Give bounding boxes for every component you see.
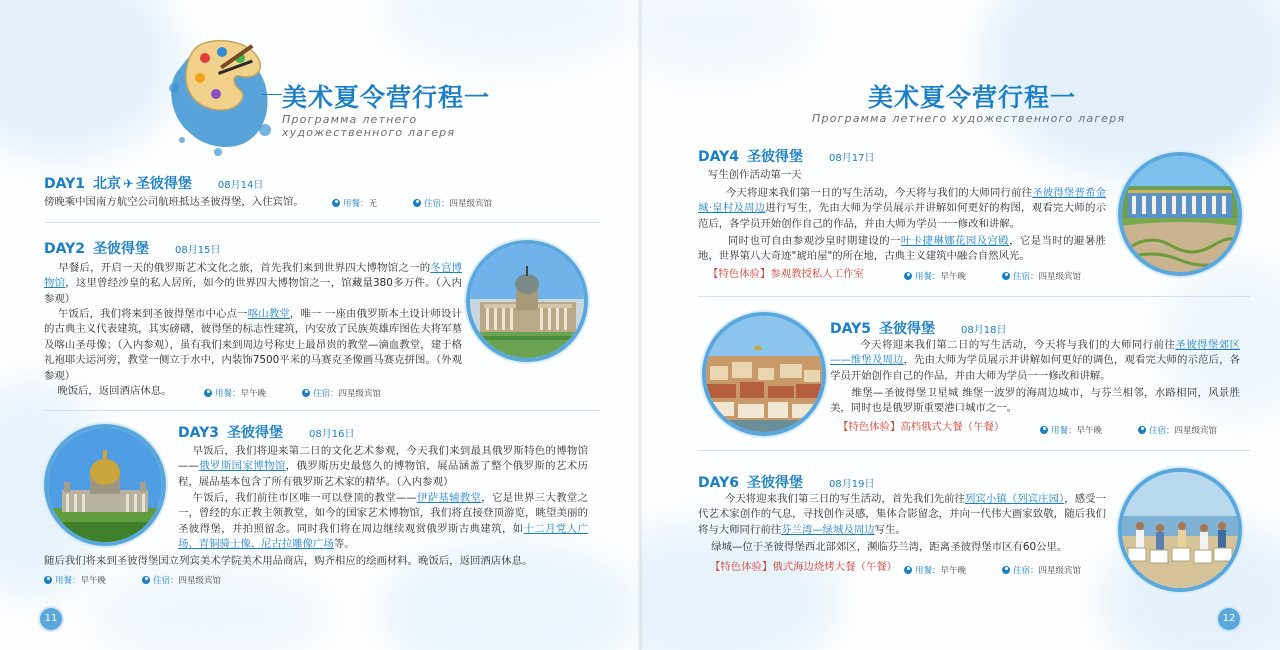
day6-header: [698, 472, 874, 492]
isaac-cathedral-link[interactable]: 伊萨基辅教堂: [416, 492, 482, 504]
hotel-icon: [413, 199, 421, 207]
hotel-icon: [1138, 426, 1146, 434]
right-page: [640, 0, 1280, 650]
day6-special: 【特色体验】俄式海边烧烤大餐（午餐）: [710, 561, 898, 573]
day-date: 08月19日: [829, 479, 875, 490]
day3-paragraph-1: 早饭后，我们将迎来第二日的文化艺术参观，今天我们来到最具俄罗斯特色的博物馆——俄罗斯国家博物馆，俄罗斯历史最悠久的博物馆，展品涵盖了整个俄罗斯的艺术历程，展品基本包含了所有俄罗斯艺术家的精华。（入内参观）: [178, 445, 589, 488]
students-painting-photo: [1118, 468, 1242, 592]
day4-paragraph-1: 今天将迎来我们第一日的写生活动，今天将与我们的大师同行前往圣彼得堡普希金城·皇村及周边进行写生，先由大师为学员展示并讲解如何更好的构图，观看完大师的示范后，各学员开始创作自己的作品，并由大师为学员一一修改和讲解。: [698, 187, 1106, 230]
catherine-palace-link[interactable]: 叶卡捷琳娜花园及宫殿: [900, 235, 1010, 247]
day1-text: 傍晚乘中国南方航空公司航班抵达圣彼得堡，入住宾馆。: [44, 196, 304, 208]
pushkin-tsarskoye-link[interactable]: 圣彼得堡普希金城·皇村及周边: [698, 187, 1106, 215]
day6-paragraph-2: 绿城—位于圣彼得堡西北部郊区，濒临芬兰湾，距离圣彼得堡市区有60公里。: [711, 541, 1068, 553]
day-city: 圣彼得堡: [879, 321, 935, 337]
isaac-cathedral-photo: [44, 424, 166, 546]
day3-meta: 用餐： 早午晚 住宿： 四星级宾馆: [44, 574, 221, 586]
day5-paragraph-1: 今天将迎来我们第二日的写生活动，今天将与我们的大师同行前往圣彼得堡郊区——维堡及周边，先由大师为学员展示并讲解如何更好的调色，观看完大师的示范后，各学员开始创作自己的作品，并由大师为学员一一修改和讲解。: [830, 339, 1241, 382]
repino-link[interactable]: 列宾小镇（列宾庄园）: [965, 493, 1065, 505]
day2-paragraph-3: 晚饭后，返回酒店休息。: [57, 385, 172, 397]
title-rule: [262, 94, 282, 95]
day-city: 圣彼得堡: [747, 475, 803, 491]
section-divider: [44, 222, 600, 223]
page-number: 12: [1218, 608, 1240, 630]
day-number: DAY2: [44, 241, 85, 257]
day-number: DAY1: [44, 176, 85, 192]
kazan-cathedral-photo: [466, 240, 588, 362]
page-title: 美术夏令营行程一: [868, 83, 1077, 112]
day-city: 圣彼得堡: [135, 176, 192, 192]
russian-museum-link[interactable]: 俄罗斯国家博物馆: [198, 460, 286, 473]
day-date: 08月16日: [309, 429, 355, 440]
museum-link[interactable]: 冬宫博物馆: [44, 262, 463, 290]
hotel-icon: [1002, 566, 1010, 574]
page-subtitle-line1: Программа летнего: [282, 113, 418, 126]
day2-paragraph-1: 早餐后，开启一天的俄罗斯艺术文化之旅，首先我们来到世界四大博物馆之一的冬宫博物馆，这里曾经沙皇的私人居所，如今的世界四大博物馆之一，馆藏量380多万件。（入内参观）: [44, 262, 463, 305]
meal-icon: [332, 199, 340, 207]
day5-special: 【特色体验】高档俄式大餐（午餐）: [838, 421, 1005, 433]
day3-paragraph-3: 随后我们将来到圣彼得堡国立列宾美术学院美术用品商店，购齐相应的绘画材料。晚饭后，返回酒店休息。: [44, 555, 533, 567]
section-divider: [698, 450, 1250, 451]
vyborg-link[interactable]: 圣彼得堡郊区——维堡及周边: [830, 339, 1240, 367]
gulf-of-finland-link[interactable]: 芬兰湾—绿城及周边: [781, 523, 875, 536]
day1-header: [44, 173, 263, 193]
day-number: DAY6: [698, 475, 739, 491]
day-number: DAY5: [830, 321, 871, 337]
kazan-cathedral-link[interactable]: 喀山教堂: [247, 308, 290, 320]
day5-header: [830, 318, 1006, 338]
hotel-icon: [302, 389, 310, 397]
section-divider: [698, 296, 1250, 297]
meal-icon: [904, 566, 912, 574]
page-subtitle: Программа летнего художественного лагеря: [812, 112, 1126, 125]
day-city: 圣彼得堡: [227, 425, 283, 441]
day5-meta: 用餐： 早午晚 住宿： 四星级宾馆: [1040, 424, 1217, 436]
day-date: 08月17日: [829, 153, 875, 164]
meal-icon: [44, 576, 52, 584]
day5-paragraph-2: 维堡—圣彼得堡卫星城 维堡一波罗的海周边城市，与芬兰相邻，水路相同，风景胜美，同时也是俄罗斯重要港口城市之一。: [830, 387, 1240, 415]
day-city-from: 北京: [93, 176, 121, 192]
day-date: 08月15日: [175, 245, 221, 256]
day-number: DAY3: [178, 425, 219, 441]
meal-icon: [204, 389, 212, 397]
day3-header: [178, 422, 354, 442]
palette-icon: [160, 28, 278, 158]
hotel-icon: [142, 576, 150, 584]
page-number: 11: [40, 608, 62, 630]
plane-icon: ✈: [123, 177, 134, 192]
day4-header: [698, 146, 874, 166]
decembrist-square-link[interactable]: 十二月党人广场、青铜骑士像、尼古拉雕像广场: [178, 522, 589, 551]
day-date: 08月18日: [961, 325, 1007, 336]
day2-header: [44, 238, 220, 258]
day4-meta: 用餐： 早午晚 住宿： 四星级宾馆: [904, 270, 1081, 282]
section-divider: [44, 410, 600, 411]
day-city: 圣彼得堡: [747, 149, 803, 165]
meal-icon: [1040, 426, 1048, 434]
day-city: 圣彼得堡: [93, 241, 149, 257]
hotel-icon: [1002, 272, 1010, 280]
page-title: 美术夏令营行程一: [282, 83, 491, 112]
day6-paragraph-1: 今天将迎来我们第三日的写生活动，首先我们先前往列宾小镇（列宾庄园），感受一代艺术家创作的气息，寻找创作灵感，集体合影留念，并向一代伟大画家致敬，随后我们将与大师同行前往芬兰湾—绿城及周边写生。: [698, 493, 1106, 536]
page-subtitle-line2: художественного лагеря: [282, 126, 456, 139]
page-fold: [637, 0, 643, 650]
day4-topic: 写生创作活动第一天: [708, 169, 802, 181]
day-number: DAY4: [698, 149, 739, 165]
day4-paragraph-2: 同时也可自由参观沙皇时期建设的一叶卡捷琳娜花园及宫殿，它是当时的避暑胜地，世界第八大奇迹"琥珀屋"的所在地，古典主义建筑中融合自然风光。: [698, 235, 1107, 263]
day-date: 08月14日: [217, 180, 264, 191]
day6-meta: 用餐： 早午晚 住宿： 四星级宾馆: [904, 564, 1081, 576]
day3-paragraph-2: 午饭后，我们前往市区唯一可以登顶的教堂——伊萨基辅教堂，它是世界三大教堂之一，曾经的东正教主领教堂，如今的国家艺术博物馆，我们将直接登顶游览，眺望美丽的圣彼得堡，并拍照留念。同时我们将在周边继续观赏俄罗斯古典建筑，如十二月党人广场、青铜骑士像、尼古拉雕像广场等。: [178, 492, 589, 551]
day2-paragraph-2: 午饭后，我们将来到圣彼得堡市中心点一喀山教堂，唯一 一座由俄罗斯本土设计师设计的古典主义代表建筑，其实磅礴，彼得堡的标志性建筑，内安放了民族英雄库图佐夫将军墓及喀山圣母像；（入内参观），虽有我们来到周边号称史上最昂贵的教堂—滴血教堂，建于格礼袍耶夫运河旁，教堂一侧立于水中，内装饰7500平米的马赛克圣像画马赛克拼图。（外观参观）: [44, 308, 462, 382]
day2-meta: 用餐： 早午晚 住宿： 四星级宾馆: [204, 387, 381, 399]
day4-special: 【特色体验】参观教授私人工作室: [708, 268, 864, 280]
day1-meta: 用餐： 无 住宿： 四星级宾馆: [332, 197, 492, 209]
meal-icon: [904, 272, 912, 280]
catherine-palace-photo: [1118, 152, 1242, 276]
city-panorama-photo: [702, 312, 826, 436]
